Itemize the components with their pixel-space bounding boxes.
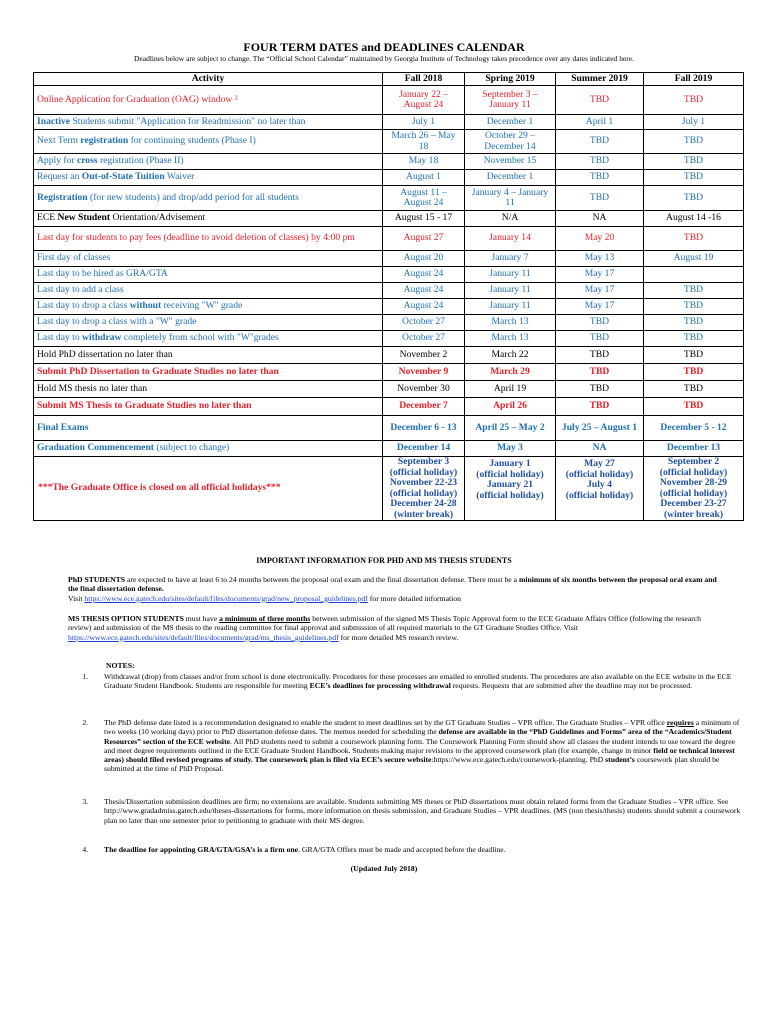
header-cell: Fall 2018 [383, 73, 465, 86]
date-cell: March 26 – May 18 [383, 130, 465, 154]
date-cell: May 13 [556, 251, 644, 267]
activity-cell: Registration (for new students) and drop/add period for all students [34, 186, 383, 211]
table-row [34, 86, 744, 115]
date-cell: May 17 [556, 299, 644, 315]
table-row [34, 186, 744, 211]
table-row [34, 381, 744, 398]
date-cell: January 11 [465, 299, 556, 315]
table-row [34, 347, 744, 364]
date-cell: May 3 [465, 441, 556, 457]
date-cell: August 15 - 17 [383, 211, 465, 227]
activity-cell: Last day to add a class [34, 283, 383, 299]
activity-cell: Graduation Commencement (subject to change) [34, 441, 383, 457]
date-cell: August 24 [383, 283, 465, 299]
date-cell: TBD [644, 331, 744, 347]
activity-cell: Request an Out-of-State Tuition Waiver [34, 170, 383, 186]
notes-list [68, 797, 746, 825]
date-cell: July 1 [644, 115, 744, 130]
date-cell: October 29 – December 14 [465, 130, 556, 154]
date-cell: TBD [644, 86, 744, 115]
table-row [34, 130, 744, 154]
date-cell: December 14 [383, 441, 465, 457]
date-cell: TBD [644, 347, 744, 364]
date-cell: January 14 [465, 227, 556, 251]
table-row [34, 227, 744, 251]
date-cell: TBD [556, 315, 644, 331]
holiday-list-summer-2019: May 27 (official holiday) July 4 (official holiday) [556, 457, 644, 521]
date-cell: TBD [644, 299, 744, 315]
header-row [34, 73, 744, 86]
date-cell: August 27 [383, 227, 465, 251]
date-cell: November 30 [383, 381, 465, 398]
note-item: 1. Withdrawal (drop) from classes and/or from school is done electronically. Procedures for these processes are emailed to enrolled students. The procedures are also available on the ECE website in the ECE Graduate Student Handbook. Students are responsible for meeting ECE’s deadlines for processing withdrawal requests. Requests that are submitted after the deadline may not be processed. [90, 672, 746, 691]
holiday-list-fall-2019: September 2 (official holiday) November 28-29 (official holiday) December 23-27 (winter break) [644, 457, 744, 521]
table-row [34, 251, 744, 267]
date-cell: December 6 - 13 [383, 416, 465, 441]
coursework-planning-link[interactable]: https://www.ece.gatech.edu/coursework-planning [433, 755, 586, 765]
activity-cell: Last day to withdraw completely from school with "W"grades [34, 331, 383, 347]
table-row [34, 283, 744, 299]
date-cell: TBD [556, 186, 644, 211]
date-cell: TBD [644, 398, 744, 416]
phd-students-paragraph: PhD STUDENTS are expected to have at least 6 to 24 months between the proposal oral exam and the final dissertation defense. There must be a minimum of six months between the proposal oral exam and the final dissertation defense. Visit https://www.ece.gatech.edu/sites/default/files/documents/grad/new_proposal_guidelines.pdf for more detailed information [68, 575, 717, 603]
activity-cell: Last day to drop a class with a "W" grade [34, 315, 383, 331]
date-cell: August 20 [383, 251, 465, 267]
date-cell: NA [556, 441, 644, 457]
date-cell: May 17 [556, 283, 644, 299]
date-cell [644, 267, 744, 283]
date-cell: January 11 [465, 267, 556, 283]
date-cell: NA [556, 211, 644, 227]
table-row [34, 299, 744, 315]
date-cell: April 19 [465, 381, 556, 398]
date-cell: TBD [556, 364, 644, 381]
note-item: 3. Thesis/Dissertation submission deadlines are firm; no extensions are available. Students submitting MS theses or PhD dissertations must obtain related forms from the Graduate Studies – VPR office. See http://www.gradadmiss.gatech.edu/theses-dissertations for forms, more information on thesis submission, and Graduate Studies – VPR deadlines. (MS (non thesis/thesis) students should submit a coursework plan no later than one semester prior to petitioning to graduate with their MS degree. [90, 797, 746, 825]
table-row [34, 154, 744, 170]
date-cell: May 20 [556, 227, 644, 251]
date-cell: October 27 [383, 331, 465, 347]
date-cell: TBD [556, 381, 644, 398]
date-cell: TBD [644, 227, 744, 251]
date-cell: December 1 [465, 170, 556, 186]
proposal-guidelines-link[interactable]: https://www.ece.gatech.edu/sites/default/files/documents/grad/new_proposal_guidelines.pdf [84, 593, 368, 603]
date-cell: December 5 - 12 [644, 416, 744, 441]
date-cell: TBD [556, 86, 644, 115]
date-cell: September 3 – January 11 [465, 86, 556, 115]
notes-list [68, 672, 746, 691]
date-cell: May 17 [556, 267, 644, 283]
note-item: 2. The PhD defense date listed is a recommendation designated to enable the student to meet deadlines set by the GT Graduate Studies – VPR office. The Graduate Studies – VPR office requires a minimum of two weeks (10 working days) prior to PhD dissertation defense dates. The memos needed for scheduling the defense are available in the “PhD Guidelines and Forms” area of the “Academics/Student Resources” section of the ECE website. All PhD students need to submit a coursework planning form. The Coursework Planning Form should show all classes the student intends to use toward the degree and meet degree requirements outlined in the ECE Graduate Student Handbook. Students making major revisions to the approved coursework plan (for example, change in minor field or technical interest areas) should filed revised programs of study. The coursework plan is filed via ECE’s secure website:https://www.ece.gatech.edu/coursework-planning. PhD student’s coursework plan should be submitted at the time of PhD Proposal. [90, 718, 746, 774]
date-cell: August 19 [644, 251, 744, 267]
date-cell: November 15 [465, 154, 556, 170]
activity-cell: Hold PhD dissertation no later than [34, 347, 383, 364]
table-row [34, 364, 744, 381]
date-cell: December 13 [644, 441, 744, 457]
header-cell: Spring 2019 [465, 73, 556, 86]
date-cell: April 25 – May 2 [465, 416, 556, 441]
date-cell: July 1 [383, 115, 465, 130]
table-row [34, 315, 744, 331]
holidays-note: ***The Graduate Office is closed on all official holidays*** [34, 457, 383, 521]
updated-note: (Updated July 2018) [350, 864, 418, 873]
ms-thesis-paragraph: MS THESIS OPTION STUDENTS must have a minimum of three months between submission of the signed MS Thesis Topic Approval form to the ECE Graduate Affairs Office (following the research review) and submission of the MS thesis to the reading committee for final approval and submission of all required materials to the GT Graduate Studies Office. Visit https://www.ece.gatech.edu/sites/default/files/documents/grad/ms_thesis_guidelines.pdf for more detailed MS research review. [68, 614, 702, 642]
theses-dissertations-link[interactable]: http://www.gradadmiss.gatech.edu/theses-dissertations [104, 806, 273, 816]
date-cell: April 26 [465, 398, 556, 416]
holidays-row [34, 457, 744, 521]
date-cell: TBD [644, 186, 744, 211]
date-cell: August 24 [383, 299, 465, 315]
table-row [34, 211, 744, 227]
table-row [34, 267, 744, 283]
date-cell: December 7 [383, 398, 465, 416]
date-cell: October 27 [383, 315, 465, 331]
notes-label: NOTES: [106, 661, 135, 670]
table-row [34, 115, 744, 130]
table-row [34, 416, 744, 441]
date-cell: March 29 [465, 364, 556, 381]
date-cell: TBD [556, 170, 644, 186]
date-cell: March 13 [465, 331, 556, 347]
date-cell: May 18 [383, 154, 465, 170]
ms-thesis-guidelines-link[interactable]: https://www.ece.gatech.edu/sites/default/files/documents/grad/ms_thesis_guidelines.pdf [68, 632, 339, 642]
date-cell: August 14 -16 [644, 211, 744, 227]
date-cell: TBD [644, 283, 744, 299]
calendar-table [33, 72, 744, 521]
date-cell: January 4 – January 11 [465, 186, 556, 211]
date-cell: March 22 [465, 347, 556, 364]
info-heading: IMPORTANT INFORMATION FOR PHD AND MS THESIS STUDENTS [256, 556, 512, 565]
table-row [34, 398, 744, 416]
date-cell: TBD [644, 130, 744, 154]
table-row [34, 170, 744, 186]
date-cell: TBD [644, 364, 744, 381]
activity-cell: Inactive Students submit "Application for Readmission" no later than [34, 115, 383, 130]
date-cell: TBD [644, 154, 744, 170]
date-cell: TBD [644, 170, 744, 186]
activity-cell: Final Exams [34, 416, 383, 441]
header-cell: Summer 2019 [556, 73, 644, 86]
notes-list [68, 845, 746, 854]
date-cell: December 1 [465, 115, 556, 130]
activity-cell: Hold MS thesis no later than [34, 381, 383, 398]
date-cell: TBD [644, 381, 744, 398]
date-cell: August 11 – August 24 [383, 186, 465, 211]
activity-cell: Last day to be hired as GRA/GTA [34, 267, 383, 283]
date-cell: TBD [556, 130, 644, 154]
date-cell: N/A [465, 211, 556, 227]
page-subtitle: Deadlines below are subject to change. The “Official School Calendar” maintained by Georgia Institute of Technology takes precedence over any dates indicated here. [134, 54, 634, 63]
date-cell: January 11 [465, 283, 556, 299]
notes-list [68, 718, 746, 774]
date-cell: November 9 [383, 364, 465, 381]
activity-cell: Apply for cross registration (Phase II) [34, 154, 383, 170]
activity-cell: First day of classes [34, 251, 383, 267]
holiday-list-fall-2018: September 3 (official holiday) November 22-23 (official holiday) December 24-28 (winter break) [383, 457, 465, 521]
header-cell: Activity [34, 73, 383, 86]
holiday-list-spring-2019: January 1 (official holiday) January 21 (official holiday) [465, 457, 556, 521]
date-cell: TBD [556, 331, 644, 347]
date-cell: January 22 – August 24 [383, 86, 465, 115]
date-cell: TBD [556, 347, 644, 364]
date-cell: TBD [556, 154, 644, 170]
date-cell: April 1 [556, 115, 644, 130]
header-cell: Fall 2019 [644, 73, 744, 86]
activity-cell: Submit MS Thesis to Graduate Studies no later than [34, 398, 383, 416]
date-cell: March 13 [465, 315, 556, 331]
date-cell: TBD [556, 398, 644, 416]
table-row [34, 441, 744, 457]
date-cell: July 25 – August 1 [556, 416, 644, 441]
date-cell: November 2 [383, 347, 465, 364]
activity-cell: Last day to drop a class without receiving "W" grade [34, 299, 383, 315]
date-cell: August 1 [383, 170, 465, 186]
activity-cell: Submit PhD Dissertation to Graduate Studies no later than [34, 364, 383, 381]
date-cell: TBD [644, 315, 744, 331]
date-cell: January 7 [465, 251, 556, 267]
page-title: FOUR TERM DATES and DEADLINES CALENDAR [243, 40, 525, 54]
activity-cell: ECE New Student Orientation/Advisement [34, 211, 383, 227]
activity-cell: Last day for students to pay fees (deadline to avoid deletion of classes) by 4:00 pm [34, 227, 383, 251]
date-cell: August 24 [383, 267, 465, 283]
activity-cell: Online Application for Graduation (OAG) window ² [34, 86, 383, 115]
table-row [34, 331, 744, 347]
activity-cell: Next Term registration for continuing students (Phase I) [34, 130, 383, 154]
note-item: 4. The deadline for appointing GRA/GTA/GSA’s is a firm one. GRA/GTA Offers must be made and accepted before the deadline. [90, 845, 746, 854]
